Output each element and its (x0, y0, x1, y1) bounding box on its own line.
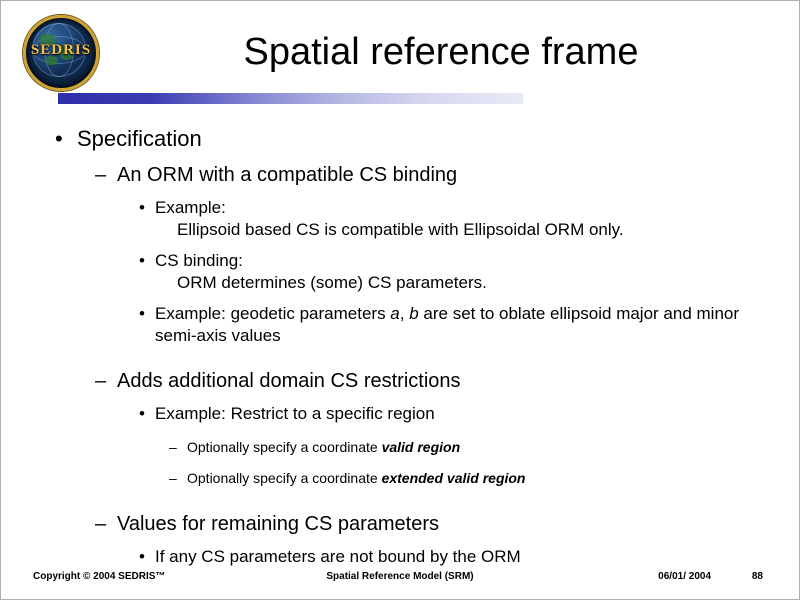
bullet-specification (47, 125, 767, 153)
param-a: a (390, 303, 400, 323)
bullet-marker: – (95, 163, 107, 186)
bullet-marker: • (139, 250, 145, 270)
footer-page-number: 88 (751, 571, 763, 582)
bullet-marker: – (169, 470, 177, 487)
sedris-logo-icon (23, 15, 99, 91)
bullet-example-geodetic (47, 303, 767, 347)
bullet-marker: – (169, 439, 177, 456)
bullet-values-remaining (47, 512, 767, 537)
bullet-marker: • (139, 404, 145, 424)
valid-region-pre: Optionally specify a coordinate (187, 439, 382, 456)
extended-valid-region-term: extended valid region (381, 470, 526, 487)
bullet-extended-valid-region (47, 469, 767, 487)
bullet-adds-restrictions-label: Adds additional domain CS restrictions (117, 370, 461, 393)
bullet-orm-binding (47, 163, 767, 188)
title-divider (58, 93, 523, 104)
param-b: b (409, 303, 419, 323)
bullet-adds-restrictions (47, 369, 767, 394)
slide-footer (1, 571, 799, 587)
bullet-example-ellipsoid (47, 197, 767, 241)
bullet-example-restrict (47, 403, 767, 425)
example-label: Example: (155, 197, 226, 217)
bullet-orm-binding-label: An ORM with a compatible CS binding (117, 163, 458, 186)
bullet-marker: • (139, 546, 145, 566)
bullet-marker: • (139, 303, 145, 323)
example-text: Ellipsoid based CS is compatible with Ellipsoidal ORM only. (177, 219, 624, 239)
cs-binding-text: ORM determines (some) CS parameters. (177, 272, 487, 292)
valid-region-term: valid region (381, 439, 461, 456)
footer-copyright: Copyright © 2004 SEDRIS™ (33, 571, 166, 582)
cs-binding-label: CS binding: (155, 250, 243, 270)
bullet-marker: • (139, 197, 145, 217)
bullet-specification-label: Specification (77, 126, 202, 151)
bullet-marker: – (95, 370, 107, 393)
if-any-label: If any CS parameters are not bound by the ORM (155, 546, 521, 566)
page-title: Spatial reference frame (243, 31, 639, 73)
footer-title: Spatial Reference Model (SRM) (326, 571, 474, 582)
footer-date: 06/01/ 2004 (658, 571, 711, 582)
bullet-valid-region (47, 438, 767, 456)
bullet-marker: • (55, 126, 63, 151)
example-geodetic-post: are set to oblate ellipsoid major and minor semi-axis values (155, 303, 740, 345)
bullet-marker: – (95, 512, 107, 535)
example-restrict-label: Example: Restrict to a specific region (155, 404, 435, 424)
extended-valid-region-pre: Optionally specify a coordinate (187, 470, 382, 487)
bullet-values-remaining-label: Values for remaining CS parameters (117, 512, 439, 535)
slide-body (47, 125, 767, 568)
bullet-if-any (47, 546, 767, 568)
bullet-cs-binding (47, 250, 767, 294)
example-geodetic-mid: , (399, 303, 410, 323)
example-geodetic-pre: Example: geodetic parameters (155, 303, 391, 323)
logo-wordmark: SEDRIS (30, 42, 92, 58)
